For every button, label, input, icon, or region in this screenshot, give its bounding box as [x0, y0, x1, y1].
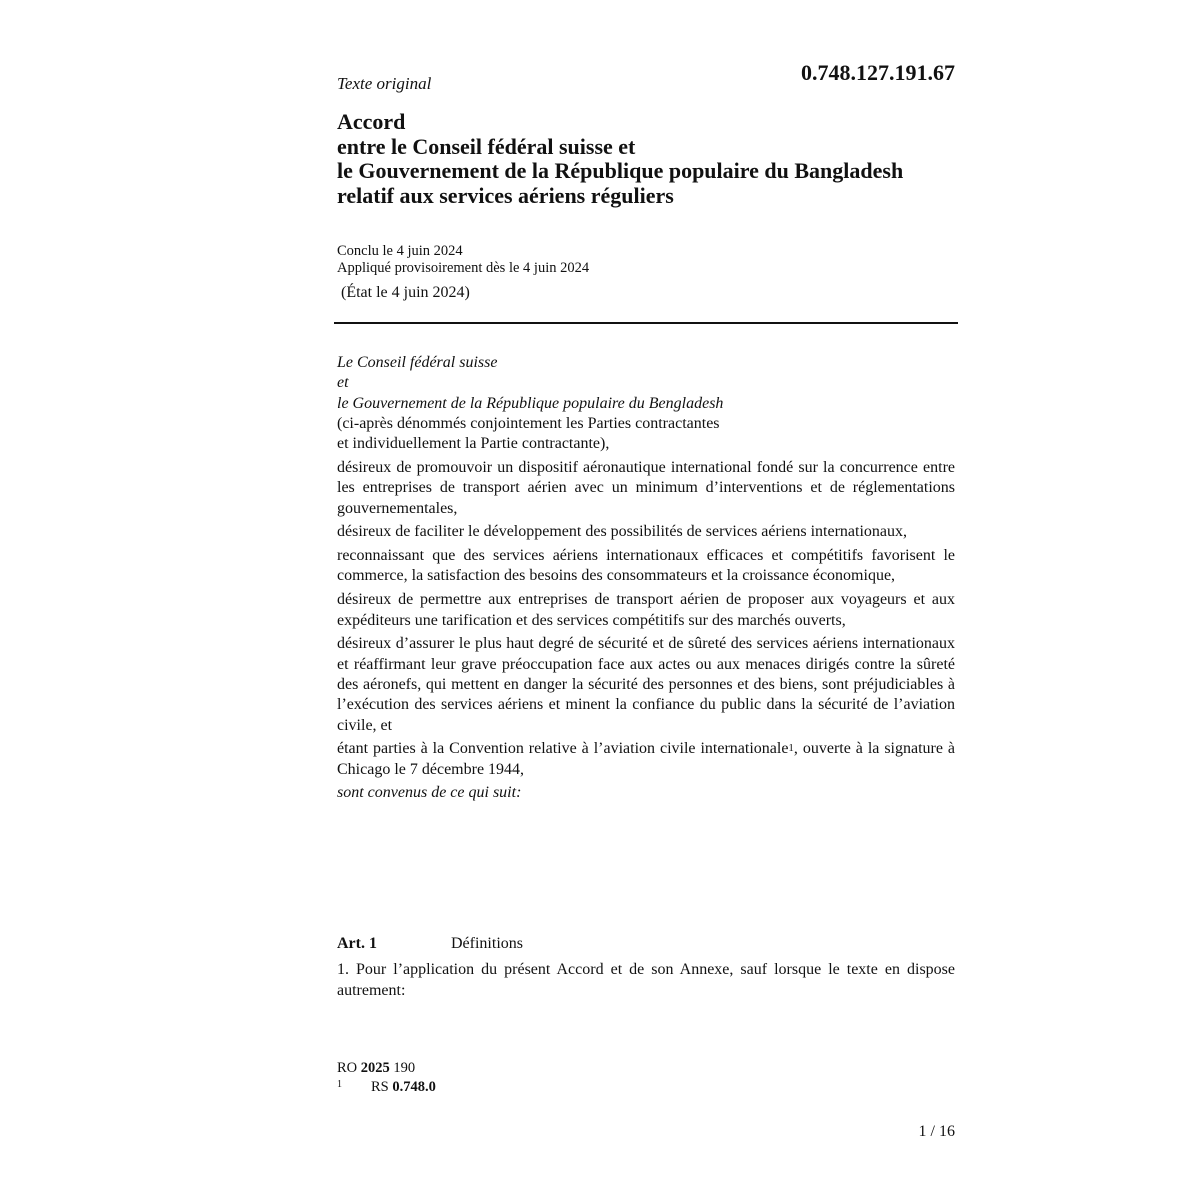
footnote-ref[interactable]: 1 [788, 742, 794, 755]
footnote-mark: 1 [337, 1079, 342, 1090]
party-2: le Gouvernement de la République populaire du Bengladesh [337, 394, 724, 412]
preamble [337, 353, 955, 807]
recital-text: étant parties à la Convention relative à l’aviation civile internationale [337, 740, 789, 758]
article-title: Définitions [451, 935, 523, 952]
document-dates [337, 243, 589, 276]
recital: désireux de faciliter le développement des possibilités de services aériens internationaux, [337, 523, 908, 541]
recital-text: , ouverte à la signature à Chicago le 7 décembre 1944, [337, 740, 956, 778]
preamble-closing: sont convenus de ce qui suit: [337, 784, 522, 802]
recital: désireux d’assurer le plus haut degré de sécurité et de sûreté des services aériens internationaux et réaffirmant leur grave préoccupation face aux actes ou aux menaces dirigés contre la sûreté des aéronefs, qui mettent en danger la sécurité des personnes et des biens, sont préjudiciables à l’exécution des services aériens et minent la confiance du public dans la sécurité de l’aviation civile, et [337, 635, 955, 734]
ro-page: 190 [393, 1060, 416, 1076]
applied-date: Appliqué provisoirement dès le 4 juin 2024 [337, 259, 590, 276]
page-number: 1 / 16 [918, 1123, 955, 1140]
recital: reconnaissant que des services aériens internationaux efficaces et compétitifs favorisent le commerce, la satisfaction des besoins des consommateurs et la croissance économique, [337, 547, 955, 585]
recital [337, 739, 955, 780]
recital: désireux de promouvoir un dispositif aéronautique international fondé sur la concurrence entre les entreprises de transport aérien avec un minimum d’interventions et de réglementations gouvernementales, [337, 458, 955, 517]
original-text-label: Texte original [337, 74, 432, 93]
state-date: (État le 4 juin 2024) [341, 284, 470, 301]
party-1: Le Conseil fédéral suisse [337, 354, 498, 371]
article-text: 1. Pour l’application du présent Accord et de son Annexe, sauf lorsque le texte en dispose autrement: [337, 961, 955, 999]
ro-prefix: RO [337, 1060, 358, 1076]
article-heading [337, 934, 955, 954]
concluded-date: Conclu le 4 juin 2024 [337, 243, 463, 259]
article-1 [337, 934, 955, 1001]
designation-line: (ci-après dénommés conjointement les Parties contractantes [337, 414, 720, 432]
footnote [337, 1079, 436, 1096]
recital: désireux de permettre aux entreprises de transport aérien de proposer aux voyageurs et aux expéditeurs une tarification et des services compétitifs sur des marchés ouverts, [337, 591, 955, 629]
title-line: relatif aux services aériens réguliers [337, 182, 674, 208]
ro-reference [337, 1058, 415, 1078]
title-line: le Gouvernement de la République populaire du Bangladesh [337, 158, 904, 183]
header-divider [334, 322, 958, 324]
article-number: Art. 1 [337, 935, 377, 952]
conjunction: et [337, 374, 349, 392]
title-line: Accord [337, 109, 406, 134]
title-line: entre le Conseil fédéral suisse et [337, 133, 636, 159]
footnote-ref-number[interactable]: 0.748.0 [392, 1079, 436, 1095]
footnote-prefix: RS [371, 1079, 389, 1095]
designation-line: et individuellement la Partie contractante), [337, 435, 610, 453]
ro-year: 2025 [360, 1060, 390, 1076]
document-title [337, 110, 967, 208]
sr-number: 0.748.127.191.67 [801, 60, 955, 85]
